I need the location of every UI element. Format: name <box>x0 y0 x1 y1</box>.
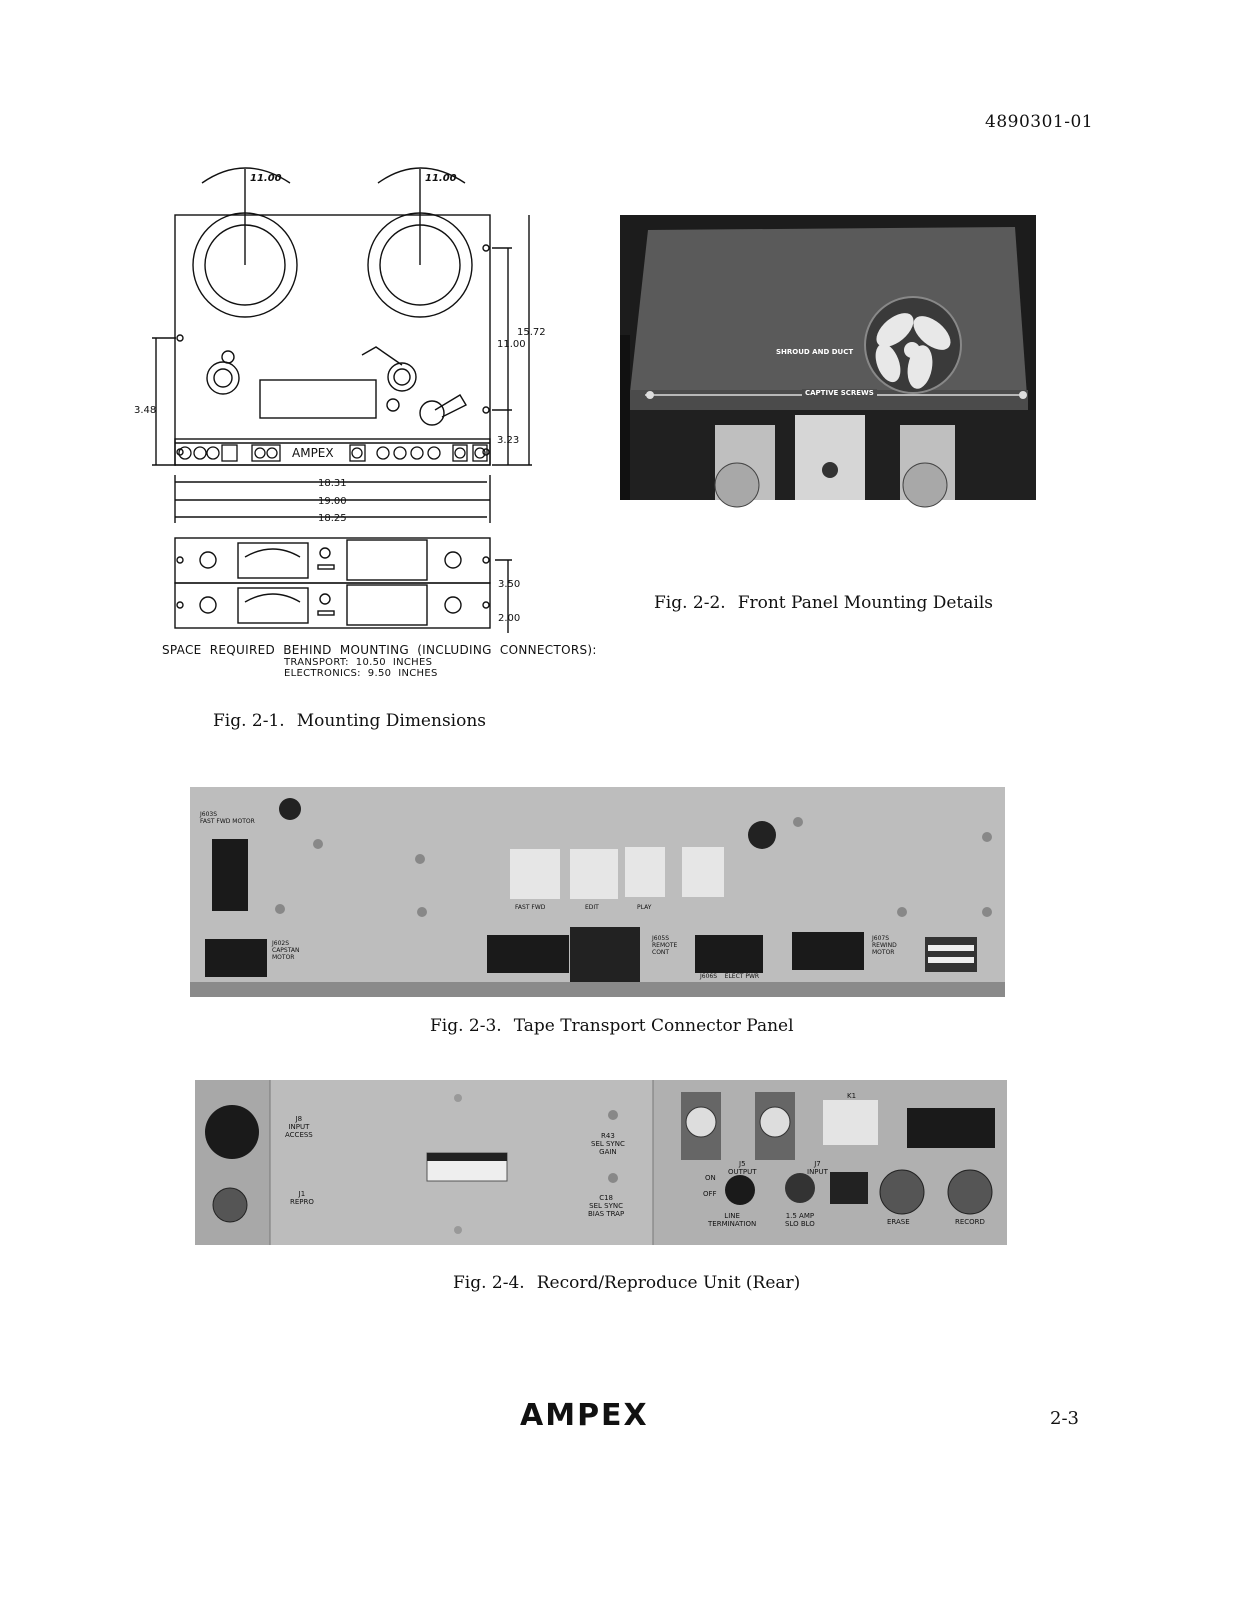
fast-fwd-label: FAST FWD <box>515 904 546 911</box>
j602-label: J602S CAPSTAN MOTOR <box>272 940 300 961</box>
fig3-title: Tape Transport Connector Panel <box>513 1016 794 1036</box>
mounting-dimensions-drawing <box>134 155 590 645</box>
fig1-title: Mounting Dimensions <box>296 711 487 731</box>
input-access-label: J8 INPUT ACCESS <box>285 1115 313 1139</box>
on-label: ON <box>705 1174 716 1182</box>
fuse-label: 1.5 AMP SLO BLO <box>785 1212 815 1228</box>
fig4-title: Record/Reproduce Unit (Rear) <box>536 1273 801 1293</box>
remote-label: J605S REMOTE CONT <box>652 935 678 956</box>
reel-height-label-right: 11.00 <box>425 173 457 184</box>
transport-note: TRANSPORT: 10.50 INCHES <box>284 657 433 668</box>
fig4-number: Fig. 2-4. <box>453 1273 525 1293</box>
shroud-label: SHROUD AND DUCT <box>776 348 854 356</box>
output-label: J5 OUTPUT <box>728 1160 757 1176</box>
elect-pwr-label: J606S ELECT PWR <box>700 973 760 980</box>
fig1-caption <box>213 711 486 731</box>
record-reproduce-photo <box>195 1080 1007 1245</box>
j603-label: J603S FAST FWD MOTOR <box>200 811 255 825</box>
play-label: PLAY <box>637 904 652 911</box>
dim-height-left: 3.48 <box>134 405 157 416</box>
dim-height-reel: 11.00 <box>497 339 526 350</box>
fig4-caption <box>453 1273 800 1293</box>
connector-panel-photo <box>190 787 1005 997</box>
fig2-caption <box>654 593 993 613</box>
dim-height-total: 15.72 <box>517 327 546 338</box>
erase-label: ERASE <box>887 1218 910 1226</box>
brand-label: AMPEX <box>292 446 334 460</box>
k1-label: K1 <box>847 1092 857 1100</box>
rewind-label: J607S REWIND MOTOR <box>872 935 897 956</box>
fig2-number: Fig. 2-2. <box>654 593 726 613</box>
line-termination-label: LINE TERMINATION <box>708 1212 757 1228</box>
dim-width-1: 18.31 <box>318 478 347 489</box>
record-label: RECORD <box>955 1218 985 1226</box>
space-note: SPACE REQUIRED BEHIND MOUNTING (INCLUDING CONNECTORS): <box>162 643 597 657</box>
ampex-logo: AMPEX <box>520 1398 649 1433</box>
off-label: OFF <box>703 1190 717 1198</box>
fig3-number: Fig. 2-3. <box>430 1016 502 1036</box>
document-number: 4890301-01 <box>985 112 1094 132</box>
sel-sync-gain-label: R43 SEL SYNC GAIN <box>591 1132 625 1156</box>
electronics-note: ELECTRONICS: 9.50 INCHES <box>284 668 438 679</box>
front-panel-photo <box>620 215 1036 500</box>
dim-height-strip: 3.23 <box>497 435 520 446</box>
fig2-title: Front Panel Mounting Details <box>737 593 994 613</box>
dim-elec-h2: 2.00 <box>498 613 521 624</box>
fig1-number: Fig. 2-1. <box>213 711 285 731</box>
fig3-caption <box>430 1016 794 1036</box>
dim-width-3: 18.25 <box>318 513 347 524</box>
dim-elec-h1: 3.50 <box>498 579 521 590</box>
bias-trap-label: C18 SEL SYNC BIAS TRAP <box>588 1194 625 1218</box>
repro-label: J1 REPRO <box>290 1190 314 1206</box>
screws-label: CAPTIVE SCREWS <box>802 389 877 397</box>
reel-height-label-left: 11.00 <box>250 173 282 184</box>
dim-width-2: 19.00 <box>318 496 347 507</box>
input-label: J7 INPUT <box>807 1160 828 1176</box>
page-number: 2-3 <box>1050 1408 1079 1429</box>
edit-label: EDIT <box>585 904 599 911</box>
